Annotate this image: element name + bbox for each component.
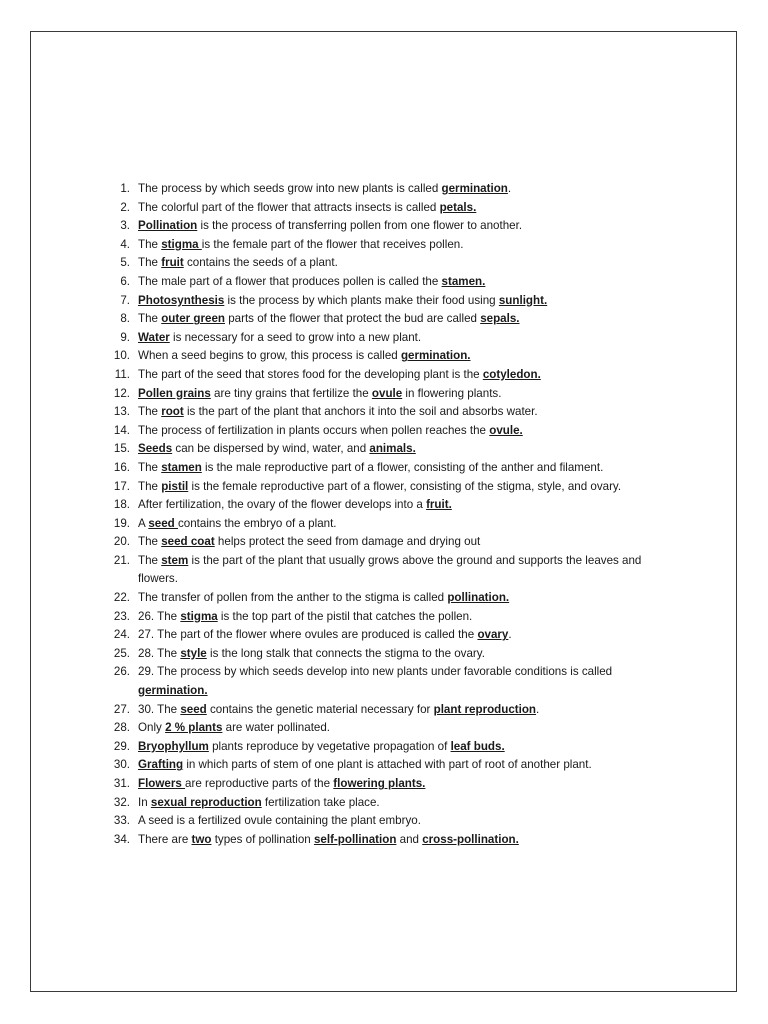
list-item	[98, 292, 678, 311]
answer-keyword: cross-pollination.	[422, 832, 519, 846]
answer-keyword: Water	[138, 330, 170, 344]
item-text-segment: in which parts of stem of one plant is attached with part of root of another plant.	[183, 758, 592, 772]
item-text-segment: contains the embryo of a plant.	[177, 516, 337, 530]
list-item	[98, 347, 678, 366]
item-text	[138, 310, 520, 329]
answer-keyword: germination	[441, 182, 508, 195]
item-number: 7.	[120, 293, 130, 307]
item-text	[138, 403, 538, 422]
item-text-segment: The	[138, 312, 162, 326]
item-text	[138, 254, 338, 273]
item-text-segment: The colorful part of the flower that attracts insects is called	[138, 200, 440, 214]
item-number: 21.	[113, 553, 130, 567]
item-text	[138, 385, 501, 404]
answer-keyword: Pollen grains	[138, 386, 211, 400]
item-text-segment: 29. The process by which seeds develop into new plants under favorable conditions is called	[138, 665, 613, 679]
item-text	[138, 775, 425, 794]
item-text	[138, 701, 539, 720]
item-text	[138, 552, 678, 589]
list-item	[98, 775, 678, 794]
item-number: 15.	[113, 442, 130, 456]
item-number: 16.	[113, 460, 130, 474]
item-number: 30.	[113, 758, 130, 772]
list-item	[98, 199, 678, 218]
list-item	[98, 645, 678, 664]
item-number: 4.	[120, 237, 130, 251]
item-number: 34.	[113, 832, 130, 846]
list-item	[98, 254, 678, 273]
item-number: 25.	[113, 646, 130, 660]
list-item	[98, 496, 678, 515]
answer-keyword: Seeds	[138, 442, 173, 456]
item-text-segment: The male part of a flower that produces pollen is called the	[138, 274, 442, 288]
list-item	[98, 273, 678, 292]
item-text-segment: The	[138, 256, 162, 270]
item-text-segment: 26. The	[138, 609, 181, 623]
item-number: 28.	[113, 721, 130, 735]
answer-keyword: Grafting	[138, 758, 184, 772]
list-item	[98, 515, 678, 534]
list-item	[98, 366, 678, 385]
answer-keyword: animals.	[369, 442, 416, 456]
item-text	[138, 459, 603, 478]
item-text-segment: is the female part of the flower that receives pollen.	[201, 237, 464, 251]
item-number: 22.	[113, 591, 130, 605]
item-number: 19.	[113, 516, 130, 530]
item-text-segment: The	[138, 237, 162, 251]
item-text-segment: In	[138, 795, 151, 809]
item-text	[138, 719, 330, 738]
item-text	[138, 440, 416, 459]
item-number: 6.	[120, 274, 130, 288]
item-text-segment: .	[536, 702, 540, 716]
item-text	[138, 292, 547, 311]
item-text-segment: 28. The	[138, 646, 181, 660]
item-text-segment: A	[138, 516, 149, 530]
list-item	[98, 812, 678, 831]
item-number: 17.	[113, 479, 130, 493]
item-text-segment: types of pollination	[211, 832, 314, 846]
item-number: 24.	[113, 628, 130, 642]
answer-keyword: sunlight.	[498, 293, 548, 307]
item-text	[138, 199, 476, 218]
answer-keyword: sexual reproduction	[150, 795, 262, 809]
item-text-segment: fertilization take place.	[261, 795, 380, 809]
item-number: 27.	[113, 702, 130, 716]
item-number: 32.	[113, 795, 130, 809]
item-text-segment: are water pollinated.	[222, 721, 331, 735]
item-text-segment: is the process by which plants make their food using	[224, 293, 499, 307]
list-item	[98, 217, 678, 236]
list-item	[98, 236, 678, 255]
item-text-segment: Only	[138, 721, 166, 735]
answer-keyword: two	[191, 832, 212, 846]
answer-keyword: style	[180, 646, 207, 660]
answer-keyword: Photosynthesis	[138, 293, 225, 307]
item-text-segment: plants reproduce by vegetative propagation of	[208, 739, 451, 753]
list-item	[98, 180, 678, 199]
item-text-segment: are tiny grains that fertilize the	[210, 386, 372, 400]
item-text-segment: When a seed begins to grow, this process is called	[138, 349, 401, 363]
item-text-segment: There are	[138, 832, 192, 846]
answer-keyword: stigma	[180, 609, 218, 623]
answer-keyword: 2 % plants	[165, 721, 223, 735]
answer-keyword: fruit.	[426, 498, 452, 512]
item-number: 12.	[113, 386, 130, 400]
item-text-segment: is the part of the plant that anchors it into the soil and absorbs water.	[183, 405, 538, 419]
answer-keyword: leaf buds.	[450, 739, 505, 753]
item-number: 11.	[114, 367, 130, 381]
list-item	[98, 794, 678, 813]
item-text-segment: .	[507, 182, 512, 195]
item-text	[138, 626, 512, 645]
list-item	[98, 422, 678, 441]
list-item	[98, 738, 678, 757]
item-text	[138, 180, 511, 199]
item-number: 18.	[113, 498, 130, 512]
item-text-segment: contains the genetic material necessary for	[206, 702, 434, 716]
answer-keyword: ovule	[371, 386, 403, 400]
answer-keyword: stamen.	[441, 274, 486, 288]
item-text-segment: The transfer of pollen from the anther to the stigma is called	[138, 591, 448, 605]
item-text	[138, 515, 337, 534]
item-text	[138, 347, 471, 366]
item-text-segment: is the male reproductive part of a flower, consisting of the anther and filament.	[201, 460, 604, 474]
item-text-segment: After fertilization, the ovary of the flower develops into a	[138, 498, 427, 512]
answer-keyword: outer green	[161, 312, 225, 326]
answer-keyword: germination.	[400, 349, 471, 363]
answer-keyword: plant reproduction	[433, 702, 537, 716]
answer-keyword: stigma	[161, 237, 202, 251]
item-number: 9.	[120, 330, 130, 344]
list-item	[98, 831, 678, 850]
item-number: 2.	[120, 200, 130, 214]
item-number: 1.	[120, 182, 130, 195]
list-item	[98, 552, 678, 589]
item-text	[138, 794, 380, 813]
item-text-segment: is the process of transferring pollen from one flower to another.	[197, 219, 523, 233]
item-text-segment: is the part of the plant that usually grows above the ground and supports the leaves and flowers.	[138, 553, 642, 586]
answer-keyword: flowering plants.	[333, 777, 426, 790]
item-number: 13.	[113, 405, 130, 419]
item-text	[138, 812, 421, 831]
item-number: 8.	[120, 312, 130, 326]
item-text-segment: is the long stalk that connects the stigma to the ovary.	[206, 646, 485, 660]
item-text-segment: are reproductive parts of the	[185, 777, 334, 790]
list-item	[98, 310, 678, 329]
item-text-segment: The	[138, 460, 162, 474]
item-number: 29.	[113, 739, 130, 753]
item-text-segment: The	[138, 535, 162, 549]
item-text	[138, 831, 519, 850]
list-item	[98, 385, 678, 404]
item-text-segment: and	[396, 832, 423, 846]
item-text	[138, 422, 523, 441]
item-text-segment: 27. The part of the flower where ovules are produced is called the	[138, 628, 478, 642]
answer-keyword: stem	[161, 553, 189, 567]
item-number: 20.	[113, 535, 130, 549]
item-text	[138, 478, 621, 497]
item-text-segment: The	[138, 405, 162, 419]
answer-keyword: petals.	[439, 200, 477, 214]
list-item	[98, 440, 678, 459]
item-number: 31.	[113, 777, 130, 790]
item-text-segment: .	[508, 628, 512, 642]
answer-keyword: stamen	[161, 460, 202, 474]
item-text	[138, 273, 485, 292]
item-number: 14.	[113, 423, 130, 437]
answer-keyword: pollination.	[447, 591, 510, 605]
item-number: 23.	[113, 609, 130, 623]
item-text-segment: can be dispersed by wind, water, and	[172, 442, 370, 456]
item-number: 5.	[120, 256, 130, 270]
list-item	[98, 478, 678, 497]
item-text-segment: 30. The	[138, 702, 181, 716]
item-text-segment: The	[138, 553, 162, 567]
list-item	[98, 719, 678, 738]
answer-keyword: cotyledon.	[482, 367, 541, 381]
list-item	[98, 403, 678, 422]
answer-keyword: fruit	[161, 256, 184, 270]
item-text	[138, 608, 472, 627]
answer-keyword: seed	[180, 702, 207, 716]
item-text	[138, 533, 480, 552]
answer-keyword: Pollination	[138, 219, 198, 233]
answer-keyword: sepals.	[480, 312, 520, 326]
numbered-list	[98, 180, 678, 849]
item-text	[138, 217, 522, 236]
item-text	[138, 329, 421, 348]
item-text-segment: helps protect the seed from damage and drying out	[214, 535, 481, 549]
answer-keyword: seed coat	[161, 535, 215, 549]
answer-keyword: Flowers	[138, 777, 186, 790]
list-item	[98, 663, 678, 700]
list-item	[98, 626, 678, 645]
list-item	[98, 608, 678, 627]
item-text	[138, 236, 463, 255]
list-item	[98, 533, 678, 552]
answer-keyword: germination.	[138, 684, 208, 698]
answer-keyword: pistil	[161, 479, 189, 493]
item-text	[138, 366, 541, 385]
answer-keyword: ovule.	[489, 423, 523, 437]
item-text	[138, 738, 505, 757]
item-text-segment: is the top part of the pistil that catches the pollen.	[217, 609, 473, 623]
answer-keyword: root	[161, 405, 184, 419]
answer-keyword: Bryophyllum	[138, 739, 209, 753]
item-text-segment: The part of the seed that stores food for the developing plant is the	[138, 367, 483, 381]
item-text-segment: The process of fertilization in plants occurs when pollen reaches the	[138, 423, 490, 437]
item-text-segment: in flowering plants.	[402, 386, 502, 400]
item-text-segment: A seed is a fertilized ovule containing the plant embryo.	[138, 814, 421, 828]
item-text	[138, 496, 452, 515]
answer-keyword: self-pollination	[313, 832, 397, 846]
list-item	[98, 459, 678, 478]
item-text	[138, 589, 509, 608]
item-text-segment: contains the seeds of a plant.	[183, 256, 338, 270]
answer-keyword: ovary	[477, 628, 509, 642]
item-text-segment: The	[138, 479, 162, 493]
item-text	[138, 645, 485, 664]
item-text	[138, 756, 592, 775]
answer-keyword: seed	[148, 516, 178, 530]
item-number: 33.	[113, 814, 130, 828]
list-item	[98, 329, 678, 348]
item-text	[138, 663, 678, 700]
item-number: 10.	[113, 349, 130, 363]
item-number: 3.	[120, 219, 130, 233]
item-text-segment: is the female reproductive part of a flower, consisting of the stigma, style, and ovary.	[188, 479, 622, 493]
item-text-segment: The process by which seeds grow into new plants is called	[138, 182, 442, 195]
item-text-segment: parts of the flower that protect the bud are called	[224, 312, 481, 326]
item-text-segment: is necessary for a seed to grow into a new plant.	[169, 330, 422, 344]
list-item	[98, 756, 678, 775]
list-item	[98, 701, 678, 720]
list-item	[98, 589, 678, 608]
item-number: 26.	[113, 665, 130, 679]
